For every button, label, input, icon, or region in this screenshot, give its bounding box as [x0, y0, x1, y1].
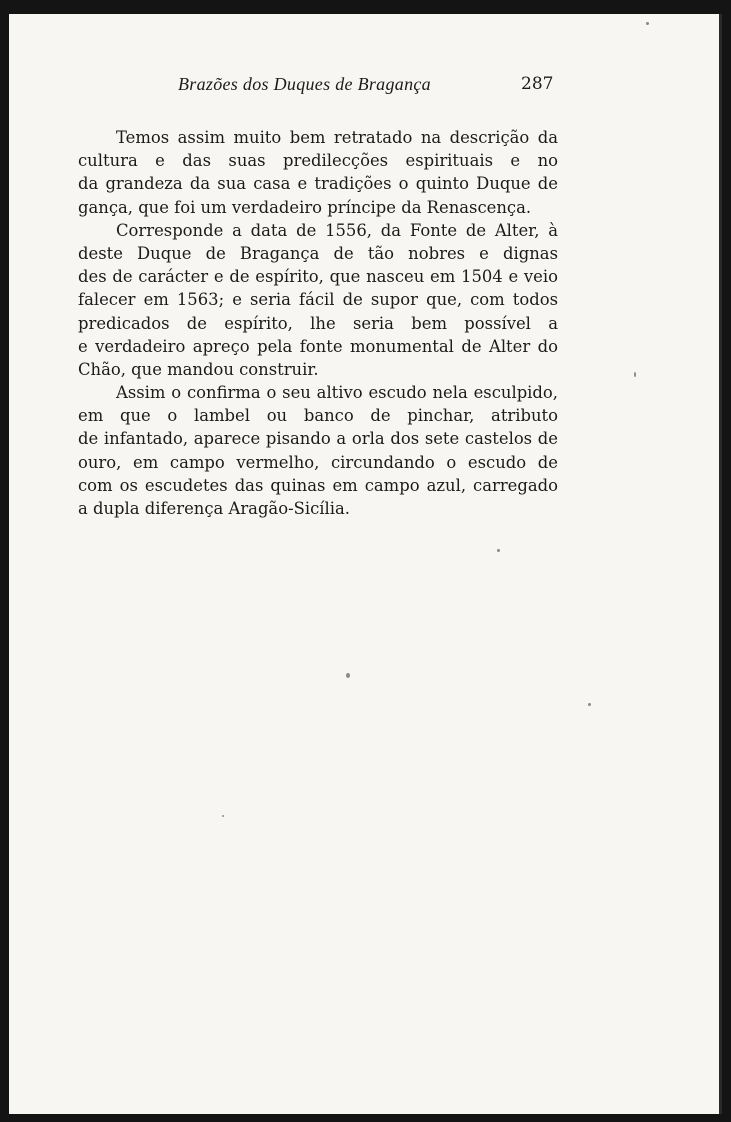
- text-line: Chão, que mandou construir.: [78, 359, 319, 379]
- page-number: 287: [521, 74, 554, 94]
- text-line: Assim o confirma o seu altivo escudo nela esculpido,: [116, 383, 558, 403]
- paper-speck: [588, 703, 591, 706]
- paper-speck: [346, 673, 350, 678]
- text-line: a dupla diferença Aragão-Sicília.: [78, 499, 350, 518]
- text-line: des de carácter e de espírito, que nasceu em 1504 e veio: [78, 267, 558, 287]
- text-line: falecer em 1563; e seria fácil de supor que, com todos: [78, 290, 558, 310]
- text-line: com os escudetes das quinas em campo azul, carregado: [78, 475, 558, 495]
- text-line: cultura e das suas predilecções espirituais e no: [78, 151, 558, 171]
- text-line: Temos assim muito bem retratado na descrição da: [116, 128, 558, 147]
- text-line: predicados de espírito, lhe seria bem possível a: [78, 313, 558, 333]
- running-head: [0, 68, 731, 92]
- paper-speck: [646, 22, 649, 25]
- text-line: de infantado, aparece pisando a orla dos sete castelos de: [78, 429, 558, 449]
- paper-speck: [497, 549, 500, 552]
- body-text: [78, 126, 558, 520]
- text-line: em que o lambel ou banco de pinchar, atributo: [78, 406, 558, 426]
- text-line: e verdadeiro apreço pela fonte monumental de Alter do: [78, 336, 558, 356]
- paper-speck: [634, 372, 636, 377]
- text-line: deste Duque de Bragança de tão nobres e dignas: [78, 243, 558, 263]
- text-line: ouro, em campo vermelho, circundando o escudo de: [78, 452, 558, 472]
- paper-speck: [222, 815, 224, 817]
- text-line: Corresponde a data de 1556, da Fonte de Alter, à: [116, 220, 558, 240]
- running-title: Brazões dos Duques de Bragança: [178, 74, 431, 94]
- text-line: gança, que foi um verdadeiro príncipe da Renascença.: [78, 197, 532, 217]
- text-line: da grandeza da sua casa e tradições o quinto Duque de: [78, 174, 558, 194]
